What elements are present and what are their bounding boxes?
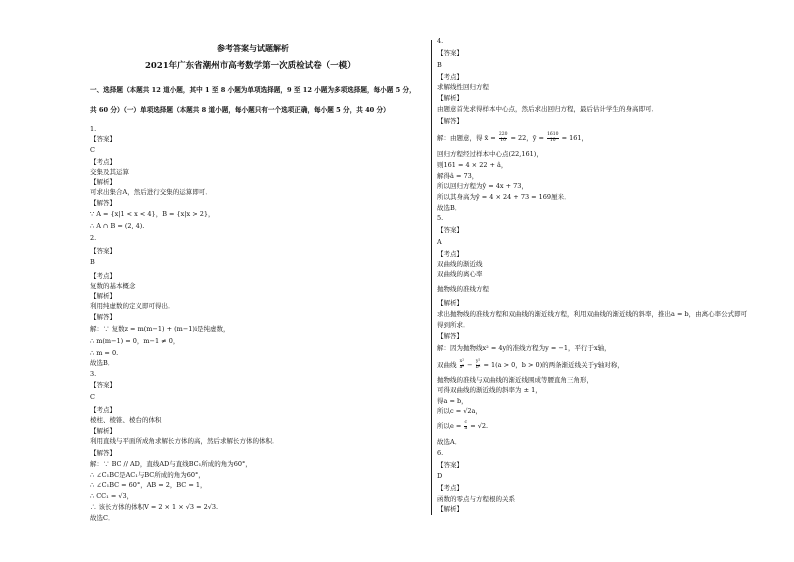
solution-line: 得a = b， [437,397,468,405]
knowledge-point-tag: 【考点】 [90,406,116,414]
fraction-denominator: a² [459,364,465,370]
knowledge-point: 双曲线的渐近线 [437,260,483,268]
analysis-tag: 【解析】 [90,427,116,435]
knowledge-point-tag: 【考点】 [437,250,463,258]
solution-line: ∴ 该长方体的体积V = 2 × 1 × √3 = 2√3. [90,503,219,511]
section-heading-line1: 一、选择题（本题共 12 道小题，其中 1 至 8 小题为单项选择题，9 至 12 小题为多项选择题，每小题 5 分， [90,86,416,94]
knowledge-point: 求解线性回归方程 [437,83,489,91]
knowledge-point: 函数的零点与方程根的关系 [437,495,515,503]
solution-text: = 161， [561,134,589,142]
fraction-denominator: 10 [500,137,506,143]
answer-value: C [90,146,95,154]
solution-line: 解：∵ BC // AD，直线AD与直线BC₁所成的角为60°， [90,460,252,468]
answer-value: D [437,472,443,480]
solution-line: 可得双曲线的渐近线的斜率为 ± 1， [437,386,542,394]
analysis-text: 可求出集合A，然后进行交集的运算即可． [90,188,212,196]
knowledge-point: 抛物线的准线方程 [437,285,489,293]
solution-line-fractions [437,360,624,370]
answer-tag: 【答案】 [437,226,463,234]
solution-tag: 【解答】 [437,332,463,340]
fraction-numerator: 220 [498,132,508,137]
solution-line: ∴ CC₁ = √3， [90,492,134,500]
answer-tag: 【答案】 [90,135,116,143]
solution-text: 解：由题意，得 [437,134,483,142]
answer-tag: 【答案】 [437,49,463,57]
question-number: 2. [90,234,97,242]
question-number: 3. [90,370,97,378]
solution-line: 抛物线的准线与双曲线的渐近线围成等腰直角三角形， [437,376,593,384]
answer-tag: 【答案】 [437,461,463,469]
solution-tag: 【解答】 [90,449,116,457]
solution-text: x̄ = [484,134,496,142]
solution-line: 所以c = √2a， [437,407,482,415]
question-number: 1. [90,125,97,133]
knowledge-point-tag: 【考点】 [437,484,463,492]
solution-line: 解：∵ 复数z = m(m−1) + (m−1)i是纯虚数， [90,325,230,333]
solution-line-fractions [437,133,588,143]
knowledge-point: 棱柱、棱锥、棱台的体积 [90,416,162,424]
question-number: 4. [437,37,444,45]
solution-text: = 1(a > 0，b > 0)的两条渐近线关于y轴对称， [483,361,624,369]
fraction-numerator: y² [475,359,481,364]
fraction [464,421,467,431]
solution-text: = √2. [470,422,489,430]
answer-tag: 【答案】 [90,381,116,389]
solution-line: 解得â = 73， [437,172,479,180]
analysis-tag: 【解析】 [437,505,463,513]
analysis-text: 利用直线与平面所成角求解长方体的高，然后求解长方体的体积． [90,437,279,445]
fraction-denominator: b² [475,364,481,370]
solution-line: ∴ ∠C₁BC = 60°，AB = 2，BC = 1， [90,481,207,489]
analysis-text: 利用纯虚数的定义即可得出． [90,302,175,310]
solution-line: ∴ m(m−1) = 0，m−1 ≠ 0， [90,337,180,345]
analysis-tag: 【解析】 [90,178,116,186]
column-divider [431,40,432,515]
answer-tag: 【答案】 [90,247,116,255]
solution-line: 所以回归方程为ŷ = 4x + 73， [437,182,528,190]
answer-value: A [437,238,442,246]
fraction [476,360,481,370]
solution-line: ∵ A = {x|1 < x < 4}，B = {x|x > 2}， [90,210,215,218]
analysis-text: 得到所求． [437,321,470,329]
solution-line: ∴ ∠C₁BC是AC₁与BC所成的角为60°， [90,471,205,479]
solution-line: 解：因为抛物线x² = 4y的准线方程为y = −1，平行于x轴， [437,344,611,352]
solution-line: 故选C． [90,514,115,522]
solution-tag: 【解答】 [90,199,116,207]
analysis-tag: 【解析】 [90,292,116,300]
doc-title: 参考答案与试题解析 [217,43,289,53]
fraction-numerator: c [464,420,468,425]
solution-text: = 22，ȳ = [510,134,544,142]
solution-line-fractions [437,421,488,431]
fraction-numerator: 1610 [547,132,559,137]
analysis-text: 求出抛物线的准线方程和双曲线的渐近线方程，利用双曲线的渐近线的斜率，推出a = b，由离心率公式即可 [437,310,748,318]
answer-value: B [437,61,442,69]
solution-line: ∴ m = 0. [90,349,119,357]
fraction-numerator: x² [459,359,464,364]
solution-text: 所以e = [437,422,462,430]
knowledge-point: 交集及其运算 [90,168,129,176]
section-heading-line2: 共 60 分）（一）单项选择题（本题共 8 道小题，每小题只有一个选项正确，每小题 5 分，共 40 分） [90,106,390,114]
fraction-denominator: a [464,425,468,431]
solution-tag: 【解答】 [90,313,116,321]
answer-value: C [90,393,95,401]
analysis-tag: 【解析】 [437,299,463,307]
knowledge-point-tag: 【考点】 [90,272,116,280]
solution-line: 回归方程经过样本中心点(22,161)， [437,150,543,158]
knowledge-point-tag: 【考点】 [90,158,116,166]
knowledge-point-tag: 【考点】 [437,73,463,81]
analysis-tag: 【解析】 [437,94,463,102]
solution-line: ∴ A ∩ B = (2, 4). [90,222,145,230]
fraction [460,360,465,370]
analysis-text: 由题意首先求得样本中心点，然后求出回归方程，最后估计学生的身高即可． [437,105,658,113]
solution-line: 所以其身高为ŷ = 4 × 24 + 73 = 169厘米． [437,193,571,201]
solution-tag: 【解答】 [437,117,463,125]
solution-text: − [467,361,473,369]
solution-text: 双曲线 [437,361,457,369]
solution-line: 故选B． [90,359,115,367]
answer-value: B [90,258,95,266]
knowledge-point: 双曲线的离心率 [437,270,483,278]
knowledge-point: 复数的基本概念 [90,282,136,290]
question-number: 6. [437,449,444,457]
exam-subtitle: 2021年广东省潮州市高考数学第一次质检试卷（一模） [145,61,356,71]
fraction [547,133,558,143]
solution-line: 故选B． [437,204,462,212]
solution-line: 则161 = 4 × 22 + â， [437,161,508,169]
solution-line: 故选A． [437,438,462,446]
fraction-denominator: 10 [549,137,556,143]
question-number: 5. [437,214,444,222]
fraction [499,133,508,143]
